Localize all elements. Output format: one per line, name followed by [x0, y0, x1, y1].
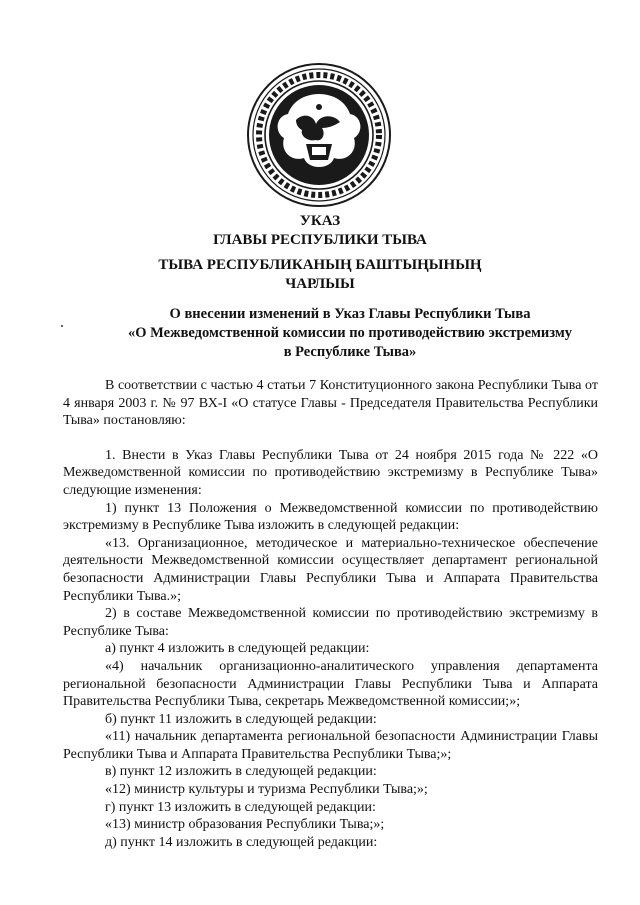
body-paragraph: «13) министр образования Республики Тыва;»; [105, 817, 385, 833]
body-paragraph: 1) пункт 13 Положения о Межведомственной комиссии по противодействию экстремизму в Республике Тыва изложить в следующей редакции: [63, 500, 598, 534]
decree-subject-line-2: «О Межведомственной комиссии по противодействию экстремизму [128, 325, 572, 341]
decree-title-line-2: ГЛАВЫ РЕСПУБЛИКИ ТЫВА [213, 232, 427, 248]
body-paragraph: б) пункт 11 изложить в следующей редакции: [105, 711, 377, 727]
body-paragraph: «12) министр культуры и туризма Республики Тыва;»; [105, 782, 428, 798]
preamble-paragraph: В соответствии с частью 4 статьи 7 Конституционного закона Республики Тыва от 4 января 2003 г. № 97 ВХ-I «О статусе Главы - Председателя Правительства Республики Тыва» постановляю: [63, 378, 598, 429]
body-paragraph: а) пункт 4 изложить в следующей редакции: [105, 641, 370, 657]
tuva-coat-of-arms-icon [246, 62, 392, 208]
decree-title-tuvan [0, 256, 640, 294]
decree-subject-line-3: в Республике Тыва» [283, 344, 417, 360]
decree-subject [60, 305, 640, 362]
body-paragraph: 2) в составе Межведомственной комиссии по противодействию экстремизму в Республике Тыва: [63, 606, 598, 639]
decree-title-tuvan-line-1: ТЫВА РЕСПУБЛИКАНЫҢ БАШТЫҢЫНЫҢ [158, 257, 482, 273]
body-paragraph: в) пункт 12 изложить в следующей редакции: [105, 764, 377, 780]
body-paragraph: 1. Внести в Указ Главы Республики Тыва от 24 ноября 2015 года № 222 «О Межведомственной комиссии по противодействию экстремизму в Республике Тыва» следующие изменения: [63, 447, 598, 498]
body-paragraph: «4) начальник организационно-аналитического управления департамента региональной безопасности Администрации Главы Республики Тыва и Аппарата Правительства Республики Тыва, секретарь Межведомственной комиссии;»; [63, 658, 598, 710]
body-paragraph: г) пункт 13 изложить в следующей редакции: [105, 799, 376, 815]
decree-title [0, 212, 640, 250]
decree-body [63, 377, 598, 851]
decree-title-tuvan-line-2: ЧАРЛЫЫ [285, 276, 355, 292]
decree-title-line-1: УКАЗ [299, 213, 341, 229]
decree-subject-line-1: О внесении изменений в Указ Главы Республики Тыва [169, 306, 531, 322]
body-paragraph: «11) начальник департамента региональной безопасности Администрации Главы Республики Тыва и Аппарата Правительства Республики Тыва;»; [63, 729, 598, 762]
body-paragraph: д) пункт 14 изложить в следующей редакции: [105, 834, 378, 850]
body-paragraph: «13. Организационное, методическое и материально-техническое обеспечение деятельности Межведомственной комиссии осуществляет департамент региональной безопасности Администрации Главы Республики Тыва и Аппарата Правительства Республики Тыва.»; [63, 535, 598, 604]
